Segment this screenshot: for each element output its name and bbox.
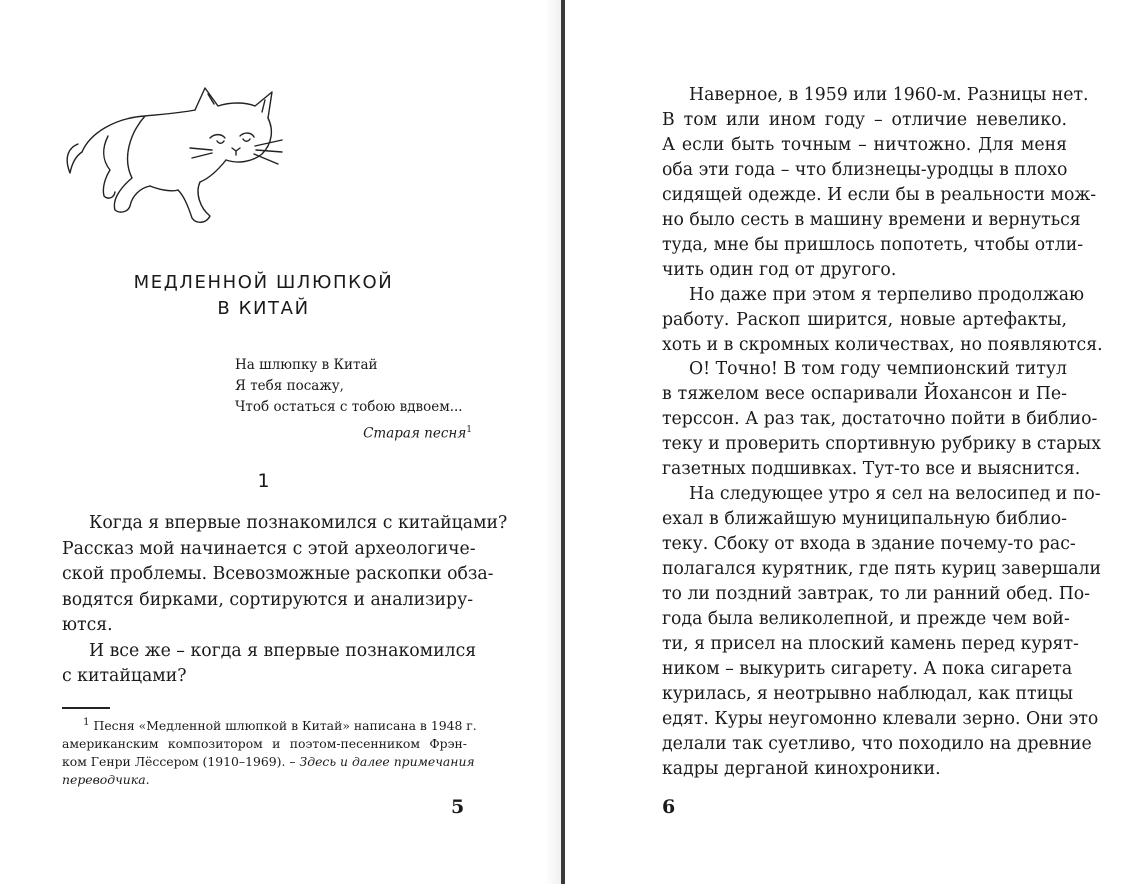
text-line: года была великолепной, и прежде чем вой-	[662, 609, 1070, 630]
text-line: полагался курятник, где пять куриц завершали	[662, 559, 1101, 580]
text-line: чить один год от другого.	[662, 259, 897, 280]
kitten-illustration	[60, 78, 285, 238]
chapter-title	[62, 270, 465, 322]
epigraph-line: Чтоб остаться с тобою вдвоем...	[235, 399, 463, 415]
footnote-line	[62, 753, 475, 771]
footnote-line: американским композитором и поэтом-песенником Фрэн-	[62, 736, 467, 752]
epigraph-line: Я тебя посажу,	[235, 378, 344, 394]
text-line: работу. Раскоп ширится, новые артефакты,	[662, 309, 1067, 330]
text-line: ской проблемы. Всевозможные раскопки обза-	[62, 564, 494, 584]
footnote-line	[62, 713, 477, 735]
title-line: В КИТАЙ	[217, 298, 310, 319]
text-line: О! Точно! В том году чемпионский титул	[689, 359, 1068, 380]
footnote-italic: переводчика.	[62, 772, 150, 788]
text-line: едят. Куры неугомонно клевали зерно. Они это	[662, 708, 1099, 729]
text-line: то ли поздний завтрак, то ли ранний обед. По-	[662, 584, 1091, 605]
text-line: Когда я впервые познакомился с китайцами?	[89, 513, 508, 533]
text-line: теку. Сбоку от входа в здание почему-то рас-	[662, 534, 1076, 555]
text-line: в тяжелом весе оспаривали Йохансон и Пе-	[662, 384, 1067, 405]
text-line: с китайцами?	[62, 666, 187, 686]
text-line: оба эти года – что близнецы-уродцы в плохо	[662, 159, 1068, 180]
title-line: МЕДЛЕННОЙ ШЛЮПКОЙ	[133, 272, 394, 293]
text-line: терссон. А раз так, достаточно пойти в библио-	[662, 409, 1098, 430]
text-line: А если быть точным – ничтожно. Для меня	[662, 134, 1067, 155]
text-line: хоть и в скромных количествах, но появляются.	[662, 334, 1103, 355]
page-number: 5	[451, 796, 465, 818]
footnote-text: Песня «Медленной шлюпкой в Китай» написана в 1948 г.	[93, 718, 477, 734]
body-text	[662, 83, 1103, 782]
text-line: водятся бирками, сортируются и анализиру-	[62, 589, 474, 610]
text-line: туда, мне бы пришлось попотеть, чтобы отли-	[662, 234, 1084, 255]
text-line: ти, я присел на плоский камень перед курят-	[662, 633, 1079, 654]
text-line: ником – выкурить сигарету. А пока сигарета	[662, 658, 1073, 679]
text-line: курилась, я неотрывно наблюдал, как птицы	[662, 683, 1073, 704]
attribution-text: Старая песня	[363, 425, 467, 442]
right-page	[567, 0, 1129, 884]
text-line: сидящей одежде. И если бы в реальности мож-	[662, 184, 1097, 205]
text-line: но было сесть в машину времени и вернуться	[662, 209, 1081, 230]
text-line: кадры дерганой кинохроники.	[662, 758, 941, 779]
footnote-text: ком Генри Лёссером (1910–1969). –	[62, 754, 296, 770]
chapter-number: 1	[257, 470, 270, 492]
text-line: ехал в ближайшую муниципальную библио-	[662, 509, 1067, 530]
footnote-italic: Здесь и далее примечания	[299, 754, 475, 770]
text-line: И все же – когда я впервые познакомился	[89, 640, 477, 661]
footnote-separator	[62, 707, 110, 709]
text-line: Но даже при этом я терпеливо продолжаю	[689, 284, 1085, 305]
body-text	[62, 511, 508, 690]
epigraph	[235, 355, 472, 445]
text-line: Наверное, в 1959 или 1960-м. Разницы нет.	[689, 85, 1089, 105]
epigraph-attribution	[235, 420, 472, 445]
footnote-line	[62, 771, 467, 789]
text-line: делали так суетливо, что походило на древние	[662, 733, 1092, 754]
text-line: В том или ином году – отличие невелико.	[662, 109, 1067, 130]
text-line: ются.	[62, 615, 113, 635]
left-page	[0, 0, 562, 884]
footnote-mark: 1	[83, 716, 90, 728]
page-number: 6	[662, 796, 676, 818]
footnote	[62, 713, 477, 789]
text-line: Рассказ мой начинается с этой археологиче-	[62, 538, 476, 559]
epigraph-line: На шлюпку в Китай	[235, 357, 378, 373]
text-line: На следующее утро я сел на велосипед и по-	[689, 484, 1101, 505]
text-line: теку и проверить спортивную рубрику в старых	[662, 434, 1101, 455]
text-line: газетных подшивках. Тут-то все и выяснится.	[662, 459, 1081, 480]
footnote-ref[interactable]: 1	[466, 425, 472, 435]
